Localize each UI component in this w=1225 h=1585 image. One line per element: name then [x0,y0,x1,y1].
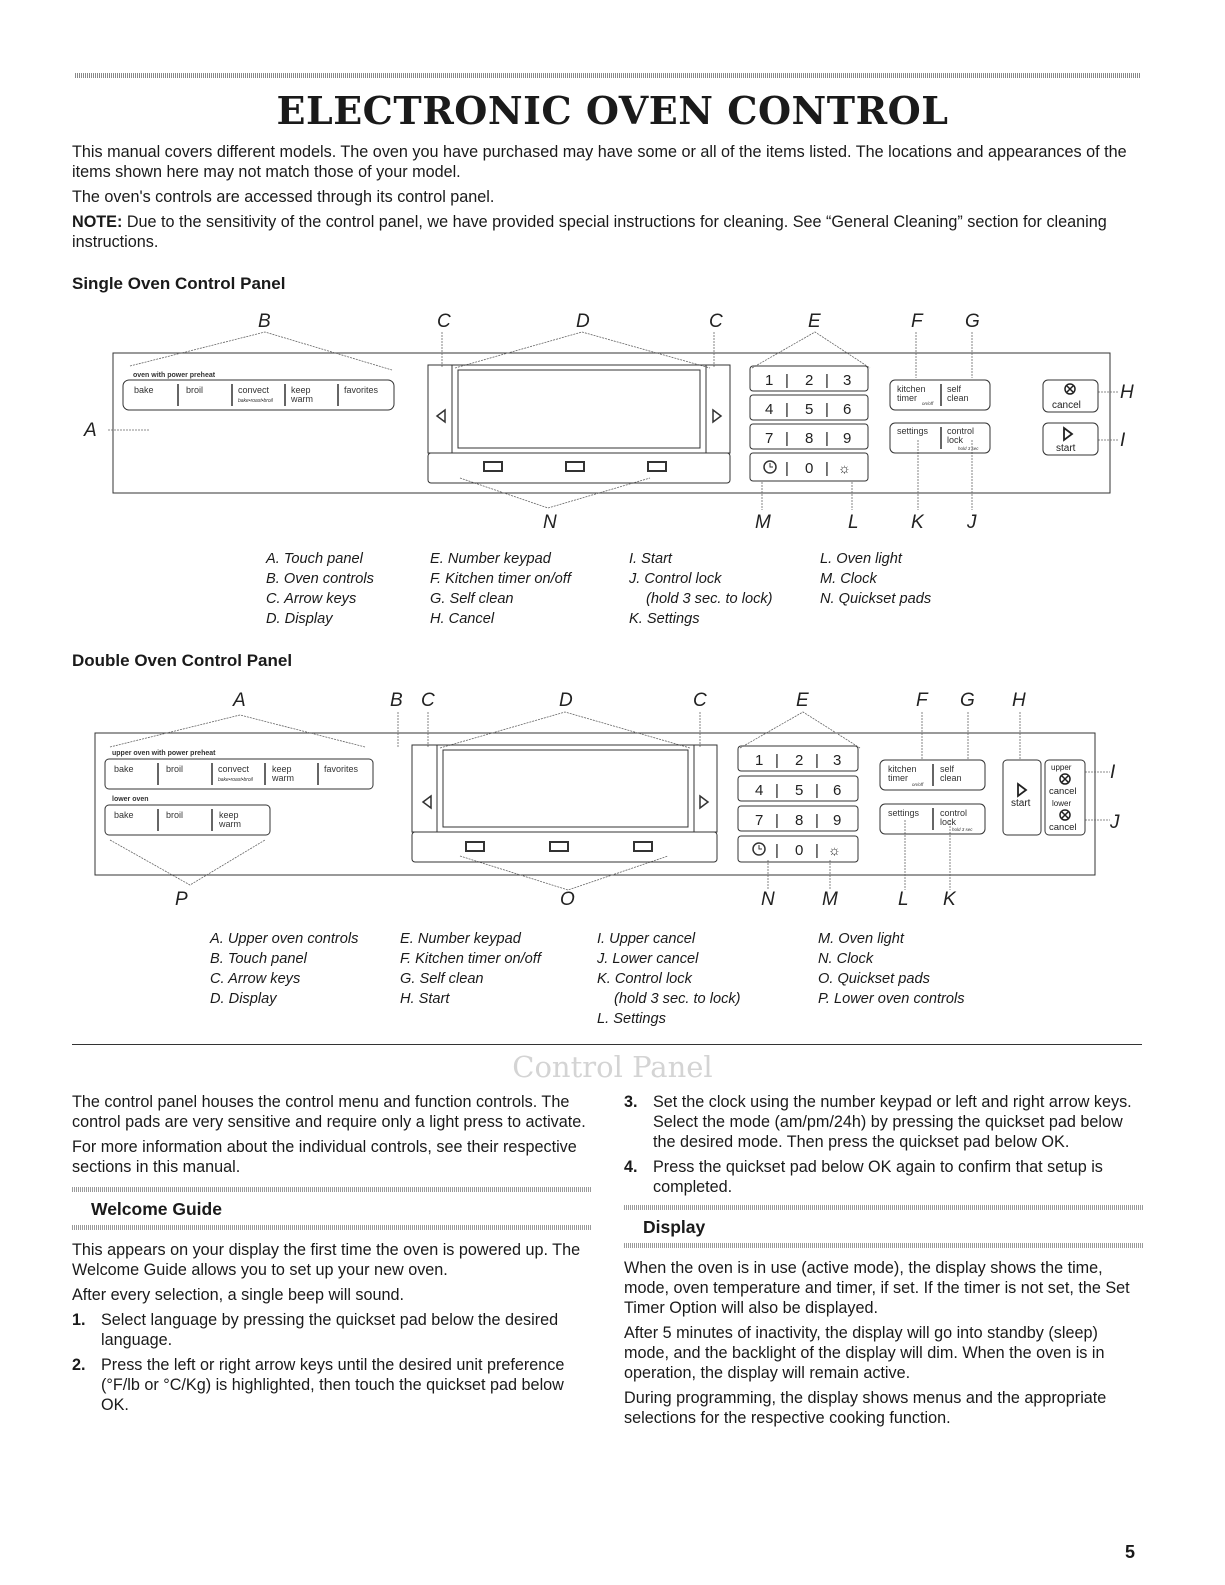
kitchen-timer-button[interactable]: kitchen [888,764,917,774]
callout-C: C [437,311,451,332]
callout-G: G [960,690,975,711]
upper-group-label: upper oven with power preheat [112,750,216,757]
callout-B: B [258,311,271,332]
svg-text:hold 3 sec: hold 3 sec [958,446,979,451]
self-clean-button[interactable]: self [940,764,955,774]
section-title: Control Panel [512,1050,713,1084]
svg-text:0[interactable]: 0 [795,842,804,859]
svg-text:5[interactable]: 5 [805,401,814,418]
svg-text:3[interactable]: 3 [833,752,842,769]
svg-text:3[interactable]: 3 [843,372,852,389]
list-item: 1. Select language by pressing the quickset pad below the desired language. [72,1311,559,1349]
intro-paragraph: The oven's controls are accessed through its control panel. [72,188,495,206]
double-panel-diagram [0,680,1225,912]
control-lock-button[interactable]: control [947,426,975,436]
callout-A: A [233,690,246,711]
svg-text:bake•roast•broil: bake•roast•broil [238,398,273,404]
left-arrow-key [437,410,445,422]
callout-K: K [911,512,924,533]
start-icon [1064,428,1072,440]
note-paragraph [72,212,1162,252]
double-legend-col-1: A. Upper oven controls B. Touch panel C. Arrow keys D. Display [210,931,359,1007]
callout-O: O [560,889,575,910]
callout-M: M [755,512,771,533]
paragraph: After every selection, a single beep will sound. [72,1286,405,1304]
intro [72,142,1162,257]
svg-text:|: | [775,812,779,829]
svg-text:2[interactable]: 2 [805,372,814,389]
svg-text:hold 3 sec: hold 3 sec [952,827,973,832]
svg-text:warm: warm [219,819,241,829]
callout-I: I [1110,762,1116,783]
svg-text:8[interactable]: 8 [805,430,814,447]
svg-text:5[interactable]: 5 [795,782,804,799]
paragraph: The control panel houses the control menu and function controls. The control pads are very sensitive and require only a light press to activate. [72,1093,586,1131]
callout-A: A [84,420,97,441]
lower-label: lower [1052,799,1072,808]
upper-convect-button[interactable]: convect [218,764,250,774]
quickset-pad-1 [484,462,502,471]
single-legend-col-1: A. Touch panel B. Oven controls C. Arrow keys D. Display [266,551,374,627]
lower-keep-warm-button[interactable]: keep [219,810,239,820]
top-rule [75,73,1140,78]
note-label: NOTE: [72,213,123,231]
callout-C: C [421,690,435,711]
double-panel-svg [0,680,1225,912]
quickset-pad-1 [466,842,484,851]
oven-light-icon: ☼ [838,460,851,476]
paragraph: When the oven is in use (active mode), the display shows the time, mode, oven temperature and timer, if set. If the timer is not set, the Set Timer Option will also be displayed. [624,1259,1130,1317]
double-panel-heading: Double Oven Control Panel [72,651,293,670]
upper-keep-warm-button[interactable]: keep [272,764,292,774]
single-legend-col-2: E. Number keypad F. Kitchen timer on/off G. Self clean H. Cancel [430,551,571,627]
quickset-pad-3 [648,462,666,471]
quickset-pad-2 [550,842,568,851]
paragraph: This appears on your display the first time the oven is powered up. The Welcome Guide allows you to set up your new oven. [72,1241,581,1279]
keep-warm-button[interactable]: keep [291,385,311,395]
quickset-pad-2 [566,462,584,471]
svg-text:4[interactable]: 4 [755,782,764,799]
lower-group-label: lower oven [112,796,149,803]
left-column [72,1092,587,1420]
section-divider [72,1044,1142,1045]
svg-text:9[interactable]: 9 [833,812,842,829]
start-button[interactable]: start [1011,798,1031,809]
callout-N: N [761,889,775,910]
single-panel-heading: Single Oven Control Panel [72,274,286,293]
convect-button[interactable]: convect [238,385,270,395]
right-arrow-key [713,410,721,422]
svg-text:7[interactable]: 7 [765,430,774,447]
callout-F: F [911,311,923,332]
svg-text:|: | [825,401,829,418]
callout-M: M [822,889,838,910]
upper-label: upper [1051,763,1072,772]
svg-text:clean: clean [940,773,962,783]
svg-text:on/off: on/off [912,782,924,787]
svg-text:1[interactable]: 1 [755,752,764,769]
paragraph: For more information about the individual controls, see their respective sections in this manual. [72,1138,577,1176]
callout-D: D [576,311,590,332]
double-legend-col-4: M. Oven light N. Clock O. Quickset pads P. Lower oven controls [818,931,965,1007]
svg-text:|: | [825,460,829,477]
broil-button[interactable]: broil [186,385,204,395]
svg-text:8[interactable]: 8 [795,812,804,829]
intro-paragraph: This manual covers different models. The oven you have purchased may have some or all of the items listed. The locations and appearances of the items shown here may not match those of your model. [72,143,1127,181]
callout-D: D [559,690,573,711]
number-keypad [738,746,858,862]
start-icon [1018,784,1026,796]
upper-bake-button[interactable]: bake [114,764,134,774]
setup-steps [624,1092,1139,1197]
svg-text:1[interactable]: 1 [765,372,774,389]
callout-L: L [848,512,859,533]
list-item: 4. Press the quickset pad below OK again to confirm that setup is completed. [624,1158,1103,1196]
welcome-guide-heading-block [72,1187,592,1230]
bake-button[interactable]: bake [134,385,154,395]
callout-C: C [693,690,707,711]
self-clean-button[interactable]: self [947,384,962,394]
lower-bake-button[interactable]: bake [114,810,134,820]
cancel-button[interactable]: cancel [1052,400,1081,411]
oven-light-icon: ☼ [828,842,841,858]
paragraph: After 5 minutes of inactivity, the display will go into standby (sleep) mode, and the backlight of the display will dim. When the oven is in operation, the display will remain active. [624,1324,1105,1382]
left-arrow-key [423,796,431,808]
callout-H: H [1120,382,1134,403]
svg-text:bake•roast•broil: bake•roast•broil [218,777,253,783]
list-item: 2. Press the left or right arrow keys until the desired unit preference (°F/lb or °C/Kg) is highlighted, then touch the quickset pad below OK. [72,1356,565,1414]
favorites-button[interactable]: favorites [344,385,379,395]
svg-text:|: | [825,430,829,447]
upper-favorites-button[interactable]: favorites [324,764,359,774]
list-item: 3. Set the clock using the number keypad or left and right arrow keys. Select the mode (am/pm/24h) by pressing the quickset pad below the desired mode. Then press the quickset pad below OK. [624,1093,1132,1151]
svg-text:6[interactable]: 6 [833,782,842,799]
svg-text:timer: timer [897,393,917,403]
display-bezel [428,365,730,453]
display-heading-block [624,1205,1144,1248]
quickset-bar [428,453,730,483]
group-label: oven with power preheat [133,372,216,379]
callout-J: J [1110,812,1120,833]
callout-I: I [1120,430,1126,451]
kitchen-timer-button[interactable]: kitchen [897,384,926,394]
double-legend-col-2: E. Number keypad F. Kitchen timer on/off G. Self clean H. Start [400,931,541,1007]
callout-J: J [967,512,977,533]
settings-button[interactable]: settings [897,426,929,436]
callout-P: P [175,889,188,910]
svg-text:|: | [775,842,779,859]
quickset-pad-3 [634,842,652,851]
svg-text:|: | [815,782,819,799]
page-number: 5 [1125,1542,1136,1562]
svg-text:|: | [825,372,829,389]
svg-text:7[interactable]: 7 [755,812,764,829]
svg-text:timer: timer [888,773,908,783]
callout-B: B [390,690,403,711]
callout-E: E [796,690,809,711]
svg-text:lock: lock [947,435,964,445]
svg-text:on/off: on/off [922,401,934,406]
svg-text:0[interactable]: 0 [805,460,814,477]
svg-text:|: | [775,752,779,769]
control-lock-button[interactable]: control [940,808,968,818]
number-keypad [750,366,868,481]
callout-E: E [808,311,821,332]
callout-F: F [916,690,928,711]
svg-text:|: | [785,372,789,389]
upper-broil-button[interactable]: broil [166,764,184,774]
paragraph: During programming, the display shows menus and the appropriate selections for the respective cooking function. [624,1389,1107,1427]
single-panel-svg [0,300,1225,540]
svg-text:|: | [785,460,789,477]
callout-C: C [709,311,723,332]
right-column [624,1092,1139,1433]
page-title: ELECTRONIC OVEN CONTROL [276,88,949,133]
display-heading: Display [643,1217,706,1237]
svg-text:|: | [785,430,789,447]
svg-text:|: | [815,812,819,829]
svg-text:6[interactable]: 6 [843,401,852,418]
lower-broil-button[interactable]: broil [166,810,184,820]
svg-text:|: | [785,401,789,418]
single-panel-diagram [0,300,1225,540]
svg-text:4[interactable]: 4 [765,401,774,418]
callout-H: H [1012,690,1026,711]
svg-text:warm: warm [291,394,313,404]
welcome-steps [72,1310,587,1415]
svg-text:|: | [815,752,819,769]
svg-text:2[interactable]: 2 [795,752,804,769]
note-text: Due to the sensitivity of the control panel, we have provided special instructions for cleaning. See “General Cleaning” section for cleaning instructions. [72,213,1107,251]
callout-K: K [943,889,956,910]
double-legend-col-3: I. Upper cancel J. Lower cancel K. Control lock (hold 3 sec. to lock) L. Settings [597,931,741,1027]
right-arrow-key [700,796,708,808]
svg-text:warm: warm [272,773,294,783]
callout-N: N [543,512,557,533]
welcome-guide-heading: Welcome Guide [91,1199,222,1219]
settings-button[interactable]: settings [888,808,920,818]
svg-text:lock: lock [940,817,957,827]
display-screen [458,370,700,448]
lower-cancel-button[interactable]: cancel [1049,822,1077,833]
svg-text:|: | [775,782,779,799]
start-button[interactable]: start [1056,443,1076,454]
callout-L: L [898,889,909,910]
svg-text:clean: clean [947,393,969,403]
svg-text:9[interactable]: 9 [843,430,852,447]
upper-cancel-button[interactable]: cancel [1049,786,1077,797]
callout-G: G [965,311,980,332]
single-legend-col-4: L. Oven light M. Clock N. Quickset pads [820,551,932,607]
single-legend-col-3: I. Start J. Control lock (hold 3 sec. to lock) K. Settings [629,551,773,627]
svg-text:|: | [815,842,819,859]
